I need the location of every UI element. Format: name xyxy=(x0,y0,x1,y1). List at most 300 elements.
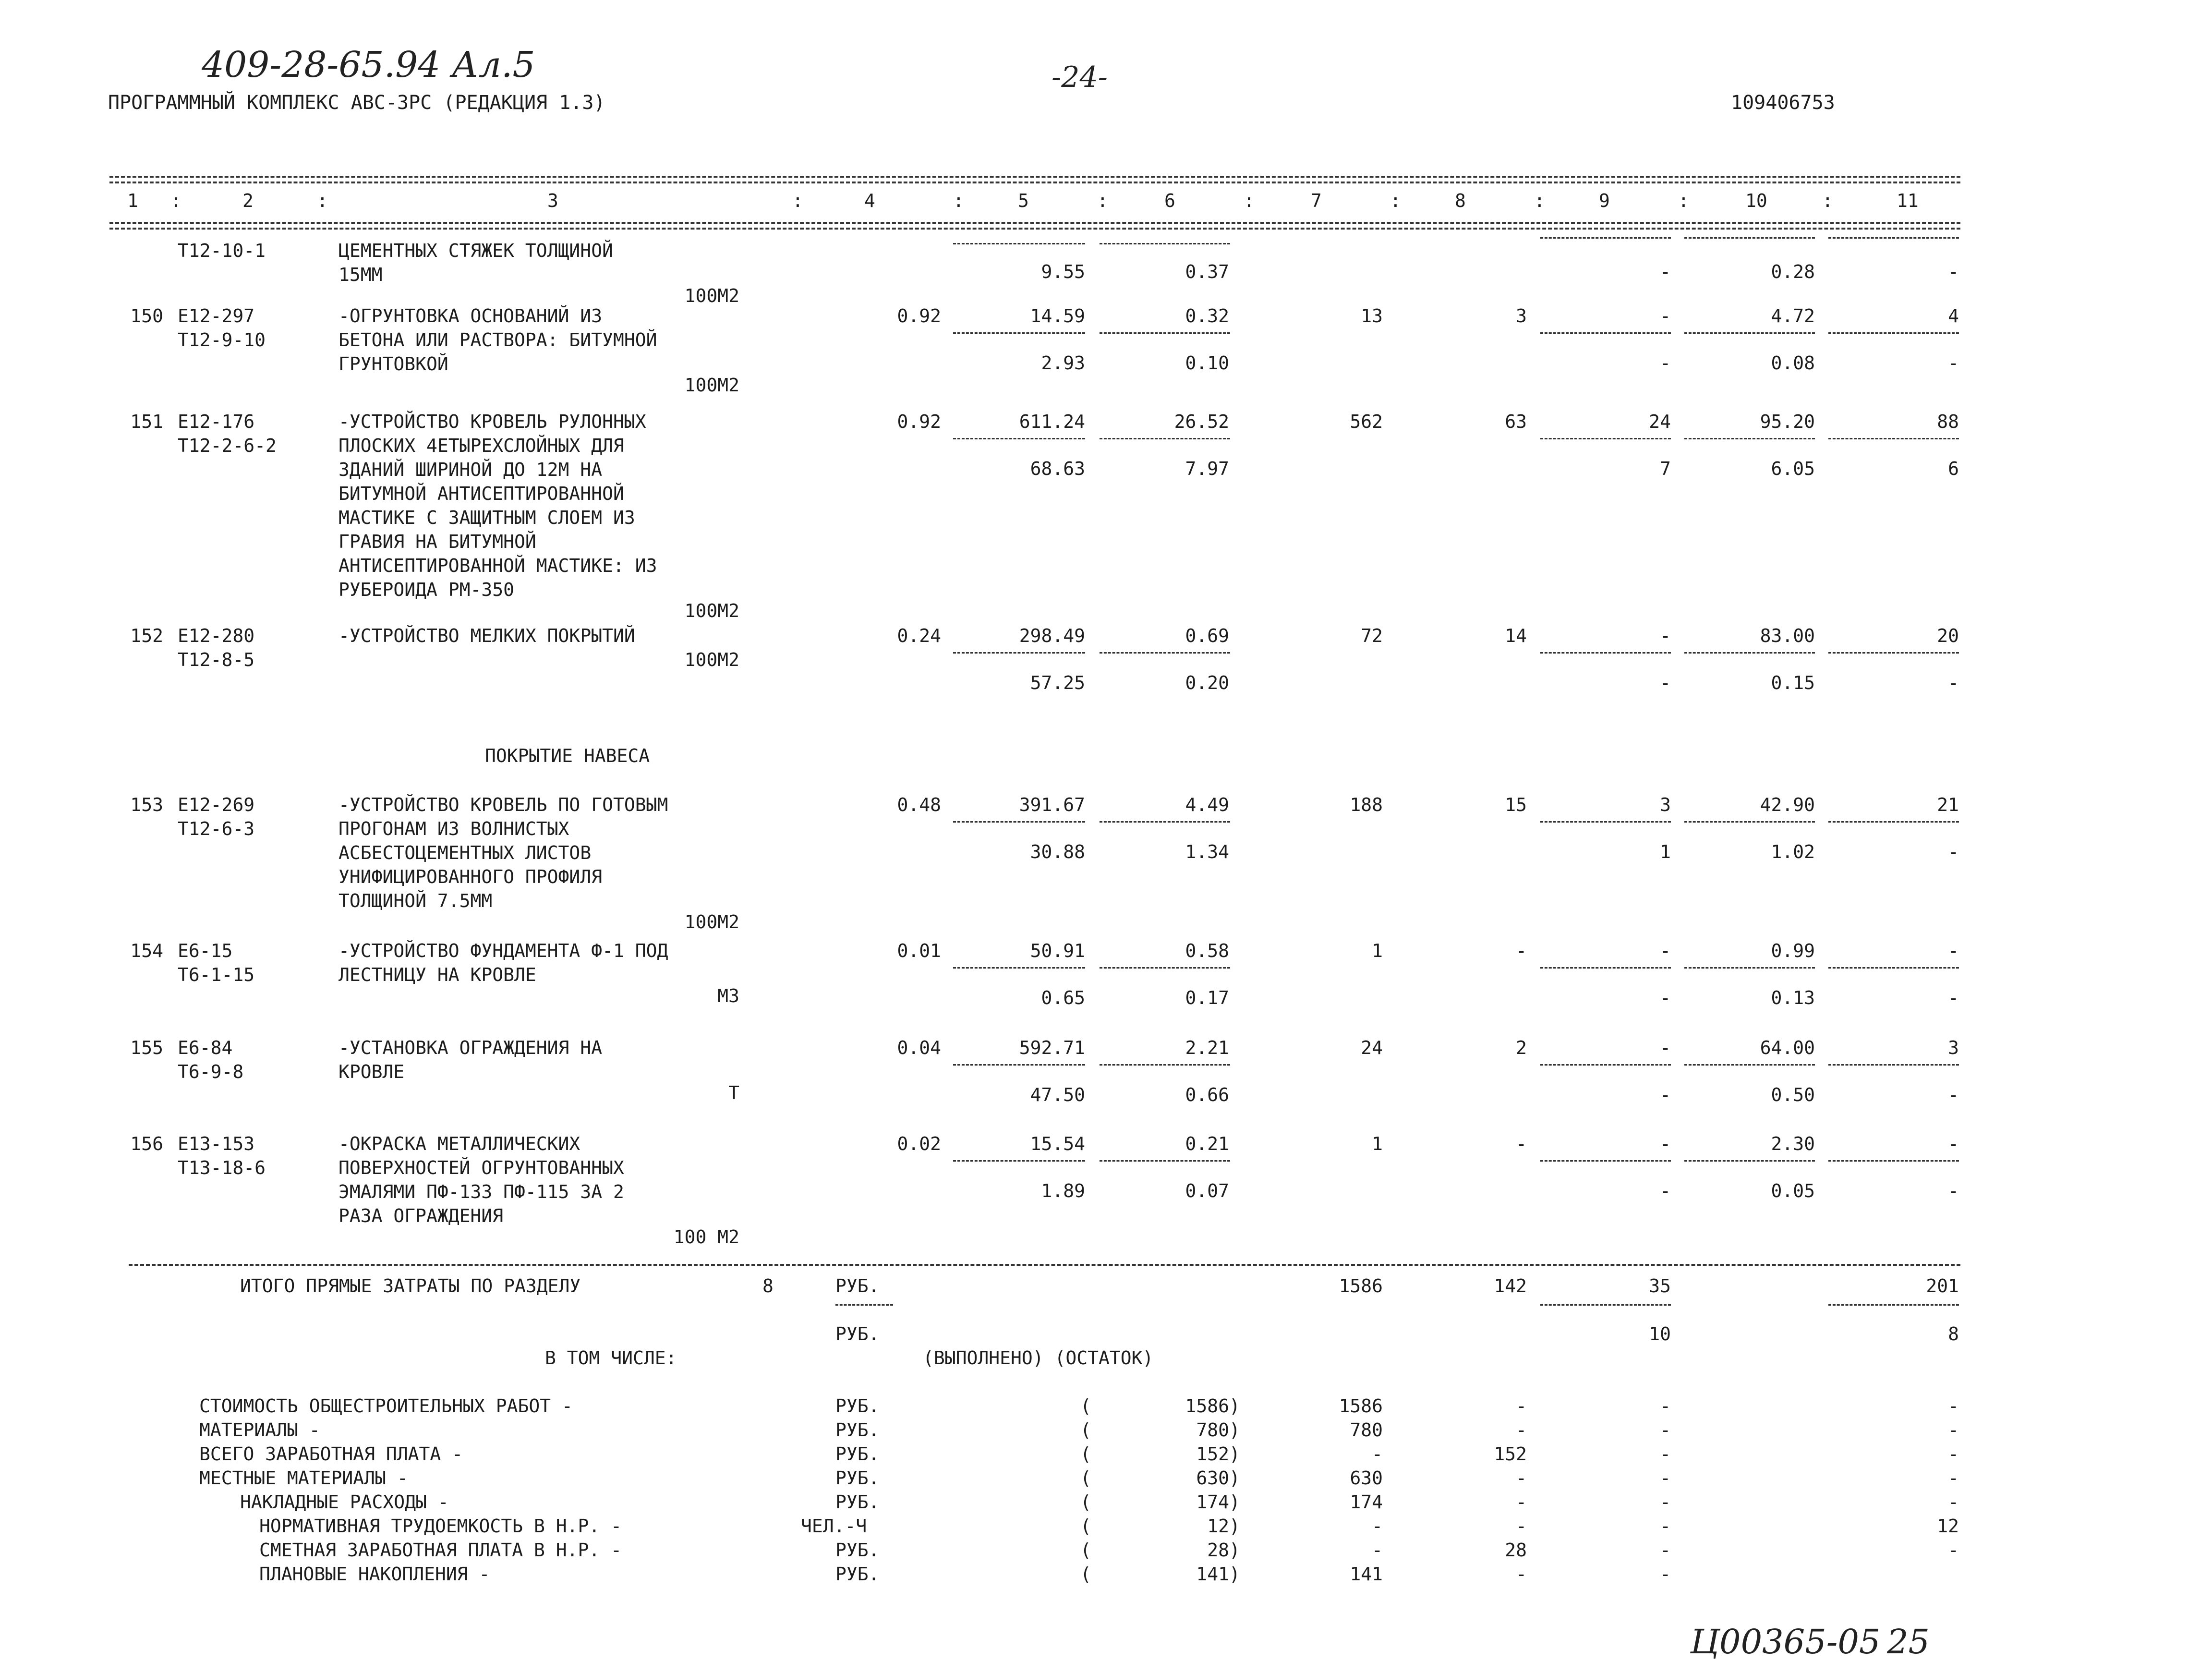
breakdown-col9: - xyxy=(1660,1443,1671,1465)
breakdown-paren-close: ) xyxy=(1229,1540,1240,1561)
labor-total: - xyxy=(1948,1133,1959,1154)
unit-price: 50.91 xyxy=(1030,940,1085,961)
unit-wage: 4.49 xyxy=(1185,794,1229,815)
work-description-line: 15ММ xyxy=(338,264,383,285)
breakdown-col8: 152 xyxy=(1494,1443,1527,1465)
unit-machine-cost: 68.63 xyxy=(1030,458,1085,479)
col10-divider xyxy=(1684,652,1815,654)
total-cost: 24 xyxy=(1361,1037,1383,1058)
total-wage: - xyxy=(1516,1133,1527,1154)
breakdown-col9: - xyxy=(1660,1540,1671,1561)
price-divider xyxy=(953,1160,1085,1162)
breakdown-value: 152 xyxy=(1196,1443,1229,1465)
unit-of-measure: М3 xyxy=(717,985,739,1006)
labor-total: 4 xyxy=(1948,305,1959,327)
col11-divider xyxy=(1828,438,1959,439)
col9-divider xyxy=(1540,237,1671,239)
col10-divider xyxy=(1684,438,1815,439)
estimate-code: Е12-280 xyxy=(178,625,255,646)
breakdown-col9: - xyxy=(1660,1395,1671,1417)
labor-hours: 95.20 xyxy=(1760,411,1815,432)
price-code: Т13-18-6 xyxy=(178,1157,266,1178)
breakdown-col8: - xyxy=(1516,1515,1527,1537)
totals-label: ИТОГО ПРЯМЫЕ ЗАТРАТЫ ПО РАЗДЕЛУ xyxy=(240,1275,581,1297)
breakdown-value: 630 xyxy=(1196,1467,1229,1489)
row-number: 150 xyxy=(130,305,163,327)
machine-wage: - xyxy=(1660,987,1671,1008)
labor-total-machine: - xyxy=(1948,841,1959,862)
price-code: Т12-2-6-2 xyxy=(178,435,277,456)
price-divider xyxy=(953,332,1085,334)
breakdown-value: 28 xyxy=(1207,1540,1229,1561)
machine-wage: 7 xyxy=(1660,458,1671,479)
work-description-line: МАСТИКЕ С ЗАЩИТНЫМ СЛОЕМ ИЗ xyxy=(338,507,635,528)
column-header-3: 3 xyxy=(547,190,558,211)
total-wage: 3 xyxy=(1516,305,1527,327)
unit-price: 391.67 xyxy=(1019,794,1085,815)
labor-hours-machine: 0.28 xyxy=(1771,261,1815,282)
machine-wage: - xyxy=(1660,1180,1671,1201)
column-header-2: 2 xyxy=(242,190,254,211)
breakdown-paren-open: ( xyxy=(1080,1443,1091,1465)
price-code: Т6-1-15 xyxy=(178,964,255,985)
handwritten-page-number: -24- xyxy=(1052,61,1108,94)
work-description-line: РАЗА ОГРАЖДЕНИЯ xyxy=(338,1205,504,1226)
machine-cost: 24 xyxy=(1649,411,1671,432)
col9-divider xyxy=(1540,821,1671,823)
col11-divider xyxy=(1828,237,1959,239)
unit-wage: 0.58 xyxy=(1185,940,1229,961)
breakdown-paren-open: ( xyxy=(1080,1419,1091,1441)
breakdown-paren-close: ) xyxy=(1229,1419,1240,1441)
work-description-line: -УСТРОЙСТВО КРОВЕЛЬ РУЛОННЫХ xyxy=(338,411,646,432)
breakdown-unit: РУБ. xyxy=(835,1443,880,1465)
col11-divider xyxy=(1828,652,1959,654)
work-description-line: -УСТРОЙСТВО МЕЛКИХ ПОКРЫТИЙ xyxy=(338,625,635,646)
price-divider xyxy=(953,967,1085,969)
totals-rule xyxy=(129,1264,1960,1266)
labor-hours: 42.90 xyxy=(1760,794,1815,815)
unit-machine-wage: 0.10 xyxy=(1185,352,1229,374)
breakdown-label: СМЕТНАЯ ЗАРАБОТНАЯ ПЛАТА В Н.Р. - xyxy=(259,1540,622,1561)
work-description-line: -УСТРОЙСТВО ФУНДАМЕНТА Ф-1 ПОД xyxy=(338,940,668,961)
breakdown-col7: 141 xyxy=(1350,1564,1383,1585)
estimate-code: Е6-84 xyxy=(178,1037,233,1058)
breakdown-label: СТОИМОСТЬ ОБЩЕСТРОИТЕЛЬНЫХ РАБОТ - xyxy=(199,1395,573,1417)
breakdown-value: 174 xyxy=(1196,1491,1229,1513)
labor-total: - xyxy=(1948,940,1959,961)
totals-unit-2: РУБ. xyxy=(835,1323,880,1345)
unit-of-measure: 100М2 xyxy=(684,911,739,933)
unit-machine-cost: 9.55 xyxy=(1041,261,1085,282)
totals-col11: 201 xyxy=(1926,1275,1959,1297)
column-separator: : xyxy=(1097,190,1108,211)
unit-wage: 2.21 xyxy=(1185,1037,1229,1058)
machine-wage: - xyxy=(1660,261,1671,282)
breakdown-col9: - xyxy=(1660,1419,1671,1441)
unit-machine-wage: 0.37 xyxy=(1185,261,1229,282)
work-description-line: -УСТАНОВКА ОГРАЖДЕНИЯ НА xyxy=(338,1037,603,1058)
breakdown-col7: - xyxy=(1372,1540,1383,1561)
price-code: Т6-9-8 xyxy=(178,1061,244,1082)
breakdown-col8: - xyxy=(1516,1564,1527,1585)
labor-hours-machine: 6.05 xyxy=(1771,458,1815,479)
unit-wage: 0.21 xyxy=(1185,1133,1229,1154)
col9-divider xyxy=(1540,967,1671,969)
quantity: 0.92 xyxy=(897,411,941,432)
totals-col11-rule xyxy=(1828,1304,1959,1306)
machine-wage: 1 xyxy=(1660,841,1671,862)
labor-total-machine: 6 xyxy=(1948,458,1959,479)
unit-machine-wage: 0.20 xyxy=(1185,672,1229,693)
unit-wage: 0.69 xyxy=(1185,625,1229,646)
header-bottom-rule xyxy=(109,222,1960,224)
labor-hours: 64.00 xyxy=(1760,1037,1815,1058)
totals-col7: 1586 xyxy=(1339,1275,1383,1297)
breakdown-paren-close: ) xyxy=(1229,1443,1240,1465)
row-number: 151 xyxy=(130,411,163,432)
row-number: 154 xyxy=(130,940,163,961)
machine-cost: - xyxy=(1660,1133,1671,1154)
unit-machine-cost: 47.50 xyxy=(1030,1084,1085,1105)
column-header-9: 9 xyxy=(1599,190,1610,211)
column-separator: : xyxy=(1244,190,1255,211)
work-description-line: -УСТРОЙСТВО КРОВЕЛЬ ПО ГОТОВЫМ xyxy=(338,794,668,815)
labor-total: 21 xyxy=(1937,794,1959,815)
labor-total-machine: - xyxy=(1948,1180,1959,1201)
labor-total-machine: - xyxy=(1948,987,1959,1008)
column-header-10: 10 xyxy=(1745,190,1767,211)
wage-divider xyxy=(1100,821,1230,823)
total-wage: 63 xyxy=(1505,411,1527,432)
column-header-1: 1 xyxy=(127,190,138,211)
section-title: ПОКРЫТИЕ НАВЕСА xyxy=(485,745,650,766)
work-description-line: ЦЕМЕНТНЫХ СТЯЖЕК ТОЛЩИНОЙ xyxy=(338,240,613,261)
wage-divider xyxy=(1100,332,1230,334)
unit-machine-cost: 30.88 xyxy=(1030,841,1085,862)
unit-machine-wage: 0.17 xyxy=(1185,987,1229,1008)
quantity: 0.04 xyxy=(897,1037,941,1058)
done-remaining-label: (ВЫПОЛНЕНО) (ОСТАТОК) xyxy=(923,1347,1154,1369)
labor-total-machine: - xyxy=(1948,352,1959,374)
col11-divider xyxy=(1828,967,1959,969)
header-top-rule-2 xyxy=(109,182,1960,183)
handwritten-stamp: Ц00365-05 xyxy=(1690,1622,1881,1661)
machine-cost: - xyxy=(1660,940,1671,961)
machine-cost: - xyxy=(1660,1037,1671,1058)
breakdown-col7: 780 xyxy=(1350,1419,1383,1441)
machine-wage: - xyxy=(1660,672,1671,693)
col9-divider xyxy=(1540,1064,1671,1066)
unit-machine-wage: 7.97 xyxy=(1185,458,1229,479)
column-separator: : xyxy=(1534,190,1545,211)
breakdown-value: 780 xyxy=(1196,1419,1229,1441)
breakdown-col11: - xyxy=(1948,1467,1959,1489)
work-description-line: ЗДАНИЙ ШИРИНОЙ ДО 12М НА xyxy=(338,459,603,480)
column-header-5: 5 xyxy=(1018,190,1029,211)
breakdown-paren-open: ( xyxy=(1080,1540,1091,1561)
work-description-line: ЛЕСТНИЦУ НА КРОВЛЕ xyxy=(338,964,536,985)
work-description-line: -ОКРАСКА МЕТАЛЛИЧЕСКИХ xyxy=(338,1133,580,1154)
quantity: 0.92 xyxy=(897,305,941,327)
col9-divider xyxy=(1540,1160,1671,1162)
unit-machine-cost: 0.65 xyxy=(1041,987,1085,1008)
quantity: 0.48 xyxy=(897,794,941,815)
totals-unit: РУБ. xyxy=(835,1275,880,1297)
breakdown-col8: - xyxy=(1516,1419,1527,1441)
breakdown-value: 12 xyxy=(1207,1515,1229,1537)
machine-cost: - xyxy=(1660,625,1671,646)
program-title: ПРОГРАММНЫЙ КОМПЛЕКС АВС-3РС (РЕДАКЦИЯ 1.3) xyxy=(108,92,605,114)
work-description-line: ГРУНТОВКОЙ xyxy=(338,353,448,375)
column-header-11: 11 xyxy=(1897,190,1919,211)
unit-price: 592.71 xyxy=(1019,1037,1085,1058)
labor-total-machine: - xyxy=(1948,261,1959,282)
total-cost: 188 xyxy=(1350,794,1383,815)
unit-of-measure: 100М2 xyxy=(684,649,739,670)
estimate-code: Е12-297 xyxy=(178,305,255,327)
breakdown-paren-open: ( xyxy=(1080,1564,1091,1585)
column-header-8: 8 xyxy=(1455,190,1466,211)
work-description-line: ПРОГОНАМ ИЗ ВОЛНИСТЫХ xyxy=(338,818,569,839)
column-separator: : xyxy=(170,190,181,211)
breakdown-paren-close: ) xyxy=(1229,1467,1240,1489)
breakdown-paren-close: ) xyxy=(1229,1564,1240,1585)
quantity: 0.24 xyxy=(897,625,941,646)
breakdown-col11: - xyxy=(1948,1540,1959,1561)
totals-col9-b: 10 xyxy=(1649,1323,1671,1345)
column-separator: : xyxy=(1822,190,1833,211)
labor-total: 3 xyxy=(1948,1037,1959,1058)
breakdown-label: МАТЕРИАЛЫ - xyxy=(199,1419,320,1441)
labor-hours: 0.99 xyxy=(1771,940,1815,961)
breakdown-paren-open: ( xyxy=(1080,1467,1091,1489)
breakdown-col8: - xyxy=(1516,1395,1527,1417)
breakdown-unit: РУБ. xyxy=(835,1467,880,1489)
unit-machine-cost: 57.25 xyxy=(1030,672,1085,693)
breakdown-unit: ЧЕЛ.-Ч xyxy=(801,1515,867,1537)
col10-divider xyxy=(1684,237,1815,239)
breakdown-unit: РУБ. xyxy=(835,1491,880,1513)
breakdown-paren-close: ) xyxy=(1229,1491,1240,1513)
breakdown-unit: РУБ. xyxy=(835,1395,880,1417)
unit-price: 14.59 xyxy=(1030,305,1085,327)
unit-machine-wage: 1.34 xyxy=(1185,841,1229,862)
quantity: 0.02 xyxy=(897,1133,941,1154)
col9-divider xyxy=(1540,332,1671,334)
column-separator: : xyxy=(1678,190,1689,211)
price-divider xyxy=(953,821,1085,823)
breakdown-paren-open: ( xyxy=(1080,1515,1091,1537)
breakdown-col7: 1586 xyxy=(1339,1395,1383,1417)
price-divider xyxy=(953,243,1085,244)
work-description-line: ГРАВИЯ НА БИТУМНОЙ xyxy=(338,531,536,552)
handwritten-sheet-number: 25 xyxy=(1887,1622,1930,1661)
breakdown-col8: - xyxy=(1516,1467,1527,1489)
column-separator: : xyxy=(317,190,328,211)
breakdown-col11: - xyxy=(1948,1395,1959,1417)
unit-machine-cost: 2.93 xyxy=(1041,352,1085,374)
breakdown-col9: - xyxy=(1660,1515,1671,1537)
breakdown-label: ПЛАНОВЫЕ НАКОПЛЕНИЯ - xyxy=(259,1564,490,1585)
column-separator: : xyxy=(953,190,964,211)
labor-hours-machine: 0.15 xyxy=(1771,672,1815,693)
work-description-line: БЕТОНА ИЛИ РАСТВОРА: БИТУМНОЙ xyxy=(338,329,657,351)
header-bottom-rule-2 xyxy=(109,228,1960,230)
breakdown-col11: 12 xyxy=(1937,1515,1959,1537)
machine-wage: - xyxy=(1660,352,1671,374)
col11-divider xyxy=(1828,821,1959,823)
breakdown-value: 1586 xyxy=(1185,1395,1229,1417)
col11-divider xyxy=(1828,1160,1959,1162)
work-description-line: ТОЛЩИНОЙ 7.5ММ xyxy=(338,890,493,911)
row-number: 155 xyxy=(130,1037,163,1058)
unit-wage: 26.52 xyxy=(1174,411,1229,432)
work-description-line: РУБЕРОИДА РМ-350 xyxy=(338,579,515,600)
breakdown-col9: - xyxy=(1660,1564,1671,1585)
labor-hours-machine: 0.08 xyxy=(1771,352,1815,374)
estimate-code: Е12-176 xyxy=(178,411,255,432)
unit-price: 298.49 xyxy=(1019,625,1085,646)
totals-col11-b: 8 xyxy=(1948,1323,1959,1345)
column-separator: : xyxy=(792,190,803,211)
col10-divider xyxy=(1684,332,1815,334)
breakdown-col7: 174 xyxy=(1350,1491,1383,1513)
totals-col9: 35 xyxy=(1649,1275,1671,1297)
wage-divider xyxy=(1100,967,1230,969)
breakdown-label: НОРМАТИВНАЯ ТРУДОЕМКОСТЬ В Н.Р. - xyxy=(259,1515,622,1537)
breakdown-paren-open: ( xyxy=(1080,1491,1091,1513)
work-description-line: ЭМАЛЯМИ ПФ-133 ПФ-115 ЗА 2 xyxy=(338,1181,624,1202)
breakdown-label: НАКЛАДНЫЕ РАСХОДЫ - xyxy=(240,1491,449,1513)
including-label: В ТОМ ЧИСЛЕ: xyxy=(545,1347,677,1369)
price-divider xyxy=(953,1064,1085,1066)
unit-of-measure: 100М2 xyxy=(684,375,739,396)
col11-divider xyxy=(1828,332,1959,334)
labor-hours-machine: 0.05 xyxy=(1771,1180,1815,1201)
labor-hours-machine: 0.50 xyxy=(1771,1084,1815,1105)
col9-divider xyxy=(1540,652,1671,654)
unit-machine-wage: 0.07 xyxy=(1185,1180,1229,1201)
price-code: Т12-6-3 xyxy=(178,818,255,839)
unit-machine-cost: 1.89 xyxy=(1041,1180,1085,1201)
labor-hours: 4.72 xyxy=(1771,305,1815,327)
quantity: 0.01 xyxy=(897,940,941,961)
document-number: 109406753 xyxy=(1731,92,1835,114)
work-description-line: КРОВЛЕ xyxy=(338,1061,405,1082)
breakdown-col9: - xyxy=(1660,1491,1671,1513)
breakdown-col11: - xyxy=(1948,1491,1959,1513)
wage-divider xyxy=(1100,1064,1230,1066)
work-description-line: БИТУМНОЙ АНТИСЕПТИРОВАННОЙ xyxy=(338,483,624,504)
unit-price: 611.24 xyxy=(1019,411,1085,432)
unit-of-measure: 100М2 xyxy=(684,285,739,306)
col10-divider xyxy=(1684,821,1815,823)
breakdown-label: ВСЕГО ЗАРАБОТНАЯ ПЛАТА - xyxy=(199,1443,463,1465)
breakdown-paren-open: ( xyxy=(1080,1395,1091,1417)
breakdown-col11: - xyxy=(1948,1443,1959,1465)
labor-total-machine: - xyxy=(1948,1084,1959,1105)
price-code: Т12-10-1 xyxy=(178,240,266,261)
machine-wage: - xyxy=(1660,1084,1671,1105)
breakdown-col8: - xyxy=(1516,1491,1527,1513)
total-wage: 14 xyxy=(1505,625,1527,646)
breakdown-col7: - xyxy=(1372,1515,1383,1537)
total-wage: - xyxy=(1516,940,1527,961)
column-header-4: 4 xyxy=(864,190,875,211)
unit-price: 15.54 xyxy=(1030,1133,1085,1154)
work-description-line: АНТИСЕПТИРОВАННОЙ МАСТИКЕ: ИЗ xyxy=(338,555,657,576)
breakdown-label: МЕСТНЫЕ МАТЕРИАЛЫ - xyxy=(199,1467,408,1489)
breakdown-col7: - xyxy=(1372,1443,1383,1465)
breakdown-value: 141 xyxy=(1196,1564,1229,1585)
breakdown-col11: - xyxy=(1948,1419,1959,1441)
col10-divider xyxy=(1684,1160,1815,1162)
total-cost: 1 xyxy=(1372,1133,1383,1154)
labor-hours: 83.00 xyxy=(1760,625,1815,646)
labor-total: 88 xyxy=(1937,411,1959,432)
price-divider xyxy=(953,652,1085,654)
unit-of-measure: Т xyxy=(728,1082,739,1103)
wage-divider xyxy=(1100,438,1230,439)
total-cost: 13 xyxy=(1361,305,1383,327)
labor-total-machine: - xyxy=(1948,672,1959,693)
breakdown-unit: РУБ. xyxy=(835,1564,880,1585)
totals-col8: 142 xyxy=(1494,1275,1527,1297)
machine-cost: - xyxy=(1660,305,1671,327)
total-cost: 562 xyxy=(1350,411,1383,432)
estimate-code: Е12-269 xyxy=(178,794,255,815)
labor-total: 20 xyxy=(1937,625,1959,646)
col10-divider xyxy=(1684,1064,1815,1066)
work-description-line: АСБЕСТОЦЕМЕНТНЫХ ЛИСТОВ xyxy=(338,842,592,863)
breakdown-unit: РУБ. xyxy=(835,1540,880,1561)
unit-wage: 0.32 xyxy=(1185,305,1229,327)
breakdown-col7: 630 xyxy=(1350,1467,1383,1489)
totals-section-number: 8 xyxy=(762,1275,774,1297)
breakdown-paren-close: ) xyxy=(1229,1515,1240,1537)
wage-divider xyxy=(1100,1160,1230,1162)
work-description-line: ПЛОСКИХ 4ЕТЫРЕХСЛОЙНЫХ ДЛЯ xyxy=(338,435,624,456)
total-wage: 15 xyxy=(1505,794,1527,815)
breakdown-col9: - xyxy=(1660,1467,1671,1489)
unit-of-measure: 100 М2 xyxy=(673,1226,739,1248)
labor-hours-machine: 0.13 xyxy=(1771,987,1815,1008)
header-top-rule xyxy=(109,176,1960,178)
col11-divider xyxy=(1828,1064,1959,1066)
price-divider xyxy=(953,438,1085,439)
wage-divider xyxy=(1100,652,1230,654)
row-number: 153 xyxy=(130,794,163,815)
labor-hours-machine: 1.02 xyxy=(1771,841,1815,862)
work-description-line: ПОВЕРХНОСТЕЙ ОГРУНТОВАННЫХ xyxy=(338,1157,624,1178)
unit-of-measure: 100М2 xyxy=(684,600,739,621)
column-header-6: 6 xyxy=(1164,190,1175,211)
price-code: Т12-9-10 xyxy=(178,329,266,351)
estimate-code: Е13-153 xyxy=(178,1133,255,1154)
wage-divider xyxy=(1100,243,1230,244)
handwritten-doc-code: 409-28-65.94 Ал.5 xyxy=(202,44,535,85)
price-code: Т12-8-5 xyxy=(178,649,255,670)
total-cost: 1 xyxy=(1372,940,1383,961)
work-description-line: -ОГРУНТОВКА ОСНОВАНИЙ ИЗ xyxy=(338,305,603,327)
machine-cost: 3 xyxy=(1660,794,1671,815)
breakdown-paren-close: ) xyxy=(1229,1395,1240,1417)
column-separator: : xyxy=(1390,190,1401,211)
estimate-code: Е6-15 xyxy=(178,940,233,961)
col10-divider xyxy=(1684,967,1815,969)
unit-machine-wage: 0.66 xyxy=(1185,1084,1229,1105)
